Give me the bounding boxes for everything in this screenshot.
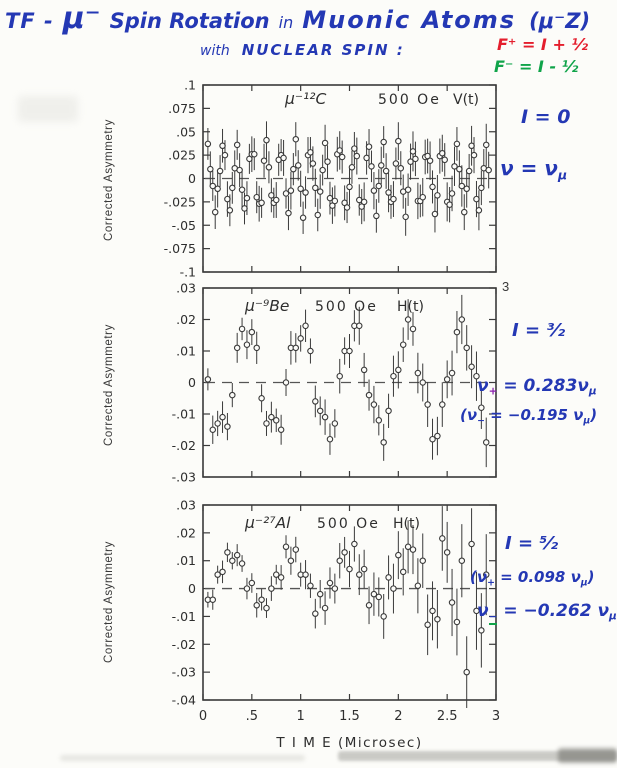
title-mu-symbol: μ⁻ — [62, 1, 101, 36]
data-point — [459, 558, 464, 563]
data-point — [410, 149, 415, 154]
panel-field-label: 500 Oe — [317, 516, 380, 532]
title-in: in — [278, 13, 294, 32]
x-tick-label: .5 — [245, 709, 259, 724]
data-point — [405, 187, 410, 192]
data-point — [344, 205, 349, 210]
x-tick-label: 2.5 — [436, 709, 458, 724]
data-point — [213, 209, 218, 214]
data-point — [278, 427, 283, 432]
data-point — [440, 402, 445, 407]
formula-segment: ( — [470, 568, 477, 586]
formula-segment: ν = ν — [500, 156, 558, 180]
data-point — [376, 594, 381, 599]
y-tick-label: -.01 — [171, 608, 196, 624]
y-axis-label-carbon: Corrected Asymmetry — [103, 119, 115, 241]
formula-segment: μ — [583, 415, 591, 427]
data-point — [383, 168, 388, 173]
data-point — [405, 317, 410, 322]
data-point — [347, 184, 352, 189]
data-point — [415, 583, 420, 588]
data-point — [379, 163, 384, 168]
data-point — [286, 210, 291, 215]
data-point — [361, 199, 366, 204]
title-mu-z: (μ⁻Z) — [529, 9, 591, 33]
data-point — [454, 619, 459, 624]
data-point — [264, 605, 269, 610]
data-point — [239, 561, 244, 566]
data-point — [357, 323, 362, 328]
annotation-frequency-plus-beryllium — [477, 376, 597, 398]
title-prefix: TF - — [5, 9, 54, 33]
data-point — [464, 186, 469, 191]
data-point — [371, 188, 376, 193]
data-point — [339, 154, 344, 159]
data-point — [298, 186, 303, 191]
data-point — [366, 603, 371, 608]
data-point — [264, 421, 269, 426]
data-point — [215, 421, 220, 426]
y-tick-label: -.04 — [171, 692, 196, 708]
data-point — [396, 552, 401, 557]
data-point — [322, 140, 327, 145]
data-point — [327, 437, 332, 442]
y-tick-label: -.02 — [171, 438, 196, 453]
data-point — [466, 168, 471, 173]
formula-segment: μ — [609, 610, 617, 623]
formula-segment: μ — [588, 385, 597, 398]
data-point — [261, 158, 266, 163]
data-point — [254, 345, 259, 350]
data-point — [364, 155, 369, 160]
data-point — [208, 166, 213, 171]
data-point — [322, 605, 327, 610]
data-point — [230, 185, 235, 190]
scanner-smudge — [18, 96, 78, 122]
y-tick-label: .1 — [184, 78, 196, 93]
data-point — [471, 152, 476, 157]
data-point — [464, 345, 469, 350]
annotation-spin-aluminium — [505, 533, 558, 554]
beryllium-9-chart — [135, 281, 515, 488]
data-point — [337, 374, 342, 379]
scanner-smudge — [558, 748, 617, 763]
data-point — [249, 580, 254, 585]
formula-segment: ) — [590, 406, 598, 424]
y-axis-label-aluminium: Corrected Asymmetry — [103, 541, 115, 663]
data-point — [249, 329, 254, 334]
title-spin-rotation: Spin Rotation — [109, 9, 270, 33]
y-tick-label: 0 — [188, 581, 196, 597]
annotation-spin-beryllium — [512, 320, 565, 341]
data-point — [486, 167, 491, 172]
formula-segment: ν — [573, 406, 584, 424]
data-point — [244, 342, 249, 347]
data-point — [269, 586, 274, 591]
carbon-12-chart — [135, 78, 515, 283]
data-point — [476, 208, 481, 213]
y-tick-label: -.1 — [179, 264, 196, 280]
data-point — [230, 558, 235, 563]
formula-segment: = 0.098 — [494, 568, 571, 586]
data-point — [381, 139, 386, 144]
formula-segment: ν — [477, 376, 489, 396]
data-point — [210, 427, 215, 432]
data-point — [376, 183, 381, 188]
data-point — [410, 547, 415, 552]
data-point — [283, 380, 288, 385]
x-tick-label: 2 — [394, 709, 403, 724]
data-point — [386, 408, 391, 413]
formula-segment: + — [488, 385, 498, 398]
data-point — [435, 617, 440, 622]
data-point — [252, 151, 257, 156]
formula-segment: μ — [557, 167, 568, 183]
panel-field-label: 500 Oe — [378, 92, 441, 108]
annotation-frequency-minus-aluminium — [477, 601, 617, 623]
data-point — [381, 440, 386, 445]
data-point — [293, 345, 298, 350]
data-point — [239, 326, 244, 331]
data-point — [325, 159, 330, 164]
data-point — [449, 191, 454, 196]
data-point — [254, 603, 259, 608]
y-tick-label: -.01 — [171, 406, 196, 422]
data-point — [234, 142, 239, 147]
data-point — [391, 374, 396, 379]
data-point — [288, 188, 293, 193]
formula-segment: − — [477, 415, 485, 427]
data-point — [217, 168, 222, 173]
data-point — [440, 151, 445, 156]
data-point — [374, 213, 379, 218]
x-tick-label: 0 — [198, 709, 208, 724]
y-tick-label: .02 — [176, 312, 196, 327]
data-point — [386, 575, 391, 580]
data-point — [220, 143, 225, 148]
data-point — [259, 200, 264, 205]
data-point — [259, 597, 264, 602]
data-point — [357, 572, 362, 577]
data-point — [318, 591, 323, 596]
data-point — [293, 137, 298, 142]
page-subtitle — [200, 41, 405, 59]
data-point — [420, 195, 425, 200]
data-point — [398, 166, 403, 171]
data-point — [266, 165, 271, 170]
data-point — [403, 214, 408, 219]
data-point — [303, 572, 308, 577]
data-point — [432, 211, 437, 216]
formula-segment: ( — [460, 406, 467, 424]
data-point — [366, 144, 371, 149]
formula-segment: ν — [570, 568, 581, 586]
data-point — [352, 541, 357, 546]
title-muonic-atoms: Muonic Atoms — [302, 6, 517, 34]
y-tick-label: .01 — [176, 343, 196, 359]
data-point — [469, 364, 474, 369]
y-tick-label: .025 — [168, 147, 196, 163]
y-tick-label: .03 — [176, 281, 196, 296]
data-point — [425, 622, 430, 627]
data-point — [391, 586, 396, 591]
formula-segment: = 0.283 — [497, 376, 578, 396]
y-tick-label: -.075 — [163, 241, 196, 257]
data-point — [244, 195, 249, 200]
formula-segment: I = ⁵⁄₂ — [505, 533, 559, 554]
y-axis-label-beryllium: Corrected Asymmetry — [103, 324, 115, 446]
data-point — [242, 206, 247, 211]
data-point — [464, 669, 469, 674]
data-point — [283, 544, 288, 549]
data-point — [454, 329, 459, 334]
data-point — [303, 323, 308, 328]
data-point — [281, 155, 286, 160]
data-point — [313, 399, 318, 404]
panel-signal-label: H(t) — [393, 516, 420, 532]
data-point — [332, 198, 337, 203]
annotation-spin-carbon — [521, 106, 570, 128]
data-point — [291, 166, 296, 171]
data-point — [462, 209, 467, 214]
data-point — [427, 158, 432, 163]
subtitle-with: with — [200, 43, 230, 59]
data-point — [430, 608, 435, 613]
data-point — [225, 196, 230, 201]
data-point — [376, 418, 381, 423]
data-point — [234, 552, 239, 557]
data-point — [391, 196, 396, 201]
data-point — [430, 184, 435, 189]
formula-segment: ν — [477, 601, 489, 621]
data-point — [215, 186, 220, 191]
data-point — [420, 380, 425, 385]
data-point — [342, 550, 347, 555]
data-point — [484, 142, 489, 147]
data-point — [308, 150, 313, 155]
data-point — [337, 558, 342, 563]
formula-segment: ν — [466, 406, 478, 424]
data-point — [401, 342, 406, 347]
data-point — [425, 402, 430, 407]
data-point — [457, 166, 462, 171]
y-tick-label: .03 — [176, 498, 196, 513]
data-point — [288, 558, 293, 563]
data-point — [264, 137, 269, 142]
data-point — [369, 164, 374, 169]
panel-signal-label: H(t) — [397, 299, 424, 315]
y-tick-label: -.025 — [163, 194, 196, 210]
data-point — [300, 215, 305, 220]
data-point — [366, 392, 371, 397]
y-tick-label: .075 — [168, 100, 196, 116]
data-point — [315, 212, 320, 217]
data-point — [435, 433, 440, 438]
data-point — [225, 424, 230, 429]
formula-segment: − — [488, 610, 498, 623]
data-point — [254, 195, 259, 200]
data-point — [393, 161, 398, 166]
data-point — [296, 163, 301, 168]
data-point — [396, 367, 401, 372]
page-title — [5, 1, 613, 36]
data-point — [349, 165, 354, 170]
formula-segment: + — [487, 577, 495, 589]
data-point — [459, 317, 464, 322]
data-point — [274, 418, 279, 423]
data-point — [313, 611, 318, 616]
panel-isotope-label: μ⁻¹²C — [285, 90, 327, 108]
formula-segment: = −0.262 — [497, 601, 598, 621]
panel-signal-label: V(t) — [453, 92, 479, 108]
data-point — [327, 580, 332, 585]
data-point — [318, 408, 323, 413]
f-minus-formula: F⁻ = I - ½ — [494, 57, 579, 76]
data-point — [269, 193, 274, 198]
data-point — [274, 197, 279, 202]
data-point — [352, 146, 357, 151]
data-point — [449, 600, 454, 605]
scanner-smudge — [60, 755, 305, 761]
data-point — [308, 348, 313, 353]
data-point — [444, 377, 449, 382]
annotation-frequency-plus-aluminium — [470, 568, 594, 588]
x-tick-label: 3 — [491, 709, 501, 724]
data-point — [310, 161, 315, 166]
data-point — [381, 614, 386, 619]
data-point — [413, 156, 418, 161]
data-point — [454, 141, 459, 146]
data-point — [449, 370, 454, 375]
formula-segment: ν — [476, 568, 488, 586]
data-point — [227, 208, 232, 213]
data-point — [259, 396, 264, 401]
y-tick-label: 0 — [188, 375, 196, 390]
data-point — [220, 569, 225, 574]
data-point — [361, 367, 366, 372]
data-point — [303, 190, 308, 195]
data-point — [354, 153, 359, 158]
data-point — [332, 421, 337, 426]
formula-segment: μ — [580, 577, 588, 589]
y-tick-label: -.03 — [171, 664, 196, 680]
data-point — [347, 566, 352, 571]
annotation-frequency-carbon — [500, 156, 567, 182]
data-point — [447, 202, 452, 207]
data-point — [469, 541, 474, 546]
data-point — [225, 550, 230, 555]
data-point — [308, 583, 313, 588]
data-point — [332, 586, 337, 591]
data-point — [361, 566, 366, 571]
data-point — [244, 586, 249, 591]
data-point — [435, 193, 440, 198]
data-point — [479, 185, 484, 190]
x-tick-label: 1.5 — [339, 709, 360, 724]
data-point — [420, 558, 425, 563]
formula-segment: ν — [577, 376, 589, 396]
data-point — [293, 547, 298, 552]
data-point — [401, 569, 406, 574]
x-axis-label: T I M E (Microsec) — [276, 735, 423, 751]
y-tick-label: 0 — [188, 171, 196, 186]
data-point — [371, 402, 376, 407]
data-point — [386, 190, 391, 195]
data-point — [210, 597, 215, 602]
stray-axis-digit: 3 — [502, 279, 510, 294]
data-point — [313, 185, 318, 190]
panel-field-label: 500 Oe — [315, 299, 378, 315]
y-tick-label: -.05 — [171, 217, 196, 233]
y-tick-label: .02 — [176, 525, 196, 541]
x-tick-label: 1 — [296, 709, 305, 724]
data-point — [444, 550, 449, 555]
formula-segment: ) — [587, 568, 595, 586]
data-point — [474, 196, 479, 201]
data-point — [469, 143, 474, 148]
data-point — [484, 440, 489, 445]
subtitle-nuclear-spin: NUCLEAR SPIN : — [241, 41, 405, 59]
data-point — [322, 414, 327, 419]
data-point — [410, 326, 415, 331]
data-point — [347, 348, 352, 353]
data-point — [237, 167, 242, 172]
data-point — [239, 187, 244, 192]
aluminium-27-chart — [135, 498, 515, 760]
formula-segment: I = 0 — [521, 106, 571, 128]
data-point — [205, 377, 210, 382]
y-tick-label: -.02 — [171, 636, 196, 652]
y-tick-label: .05 — [176, 124, 196, 140]
y-tick-label: .01 — [176, 553, 196, 569]
f-plus-formula: F⁺ = I + ½ — [497, 35, 588, 54]
data-point — [337, 148, 342, 153]
data-point — [278, 575, 283, 580]
data-point — [230, 392, 235, 397]
data-point — [205, 141, 210, 146]
data-point — [318, 189, 323, 194]
annotation-frequency-minus-beryllium — [460, 406, 597, 426]
formula-segment: I = ³⁄₂ — [512, 320, 566, 341]
data-point — [440, 536, 445, 541]
data-point — [396, 138, 401, 143]
panel-isotope-label: μ⁻⁹Be — [245, 297, 290, 315]
data-point — [415, 370, 420, 375]
formula-segment: = −0.195 — [484, 406, 574, 424]
data-point — [234, 345, 239, 350]
formula-segment: ν — [597, 601, 610, 621]
data-point — [479, 628, 484, 633]
data-point — [442, 157, 447, 162]
data-point — [320, 167, 325, 172]
panel-isotope-label: μ⁻²⁷Al — [245, 514, 291, 532]
data-point — [298, 336, 303, 341]
y-tick-label: -.03 — [171, 469, 196, 485]
data-point — [220, 414, 225, 419]
data-point — [222, 152, 227, 157]
